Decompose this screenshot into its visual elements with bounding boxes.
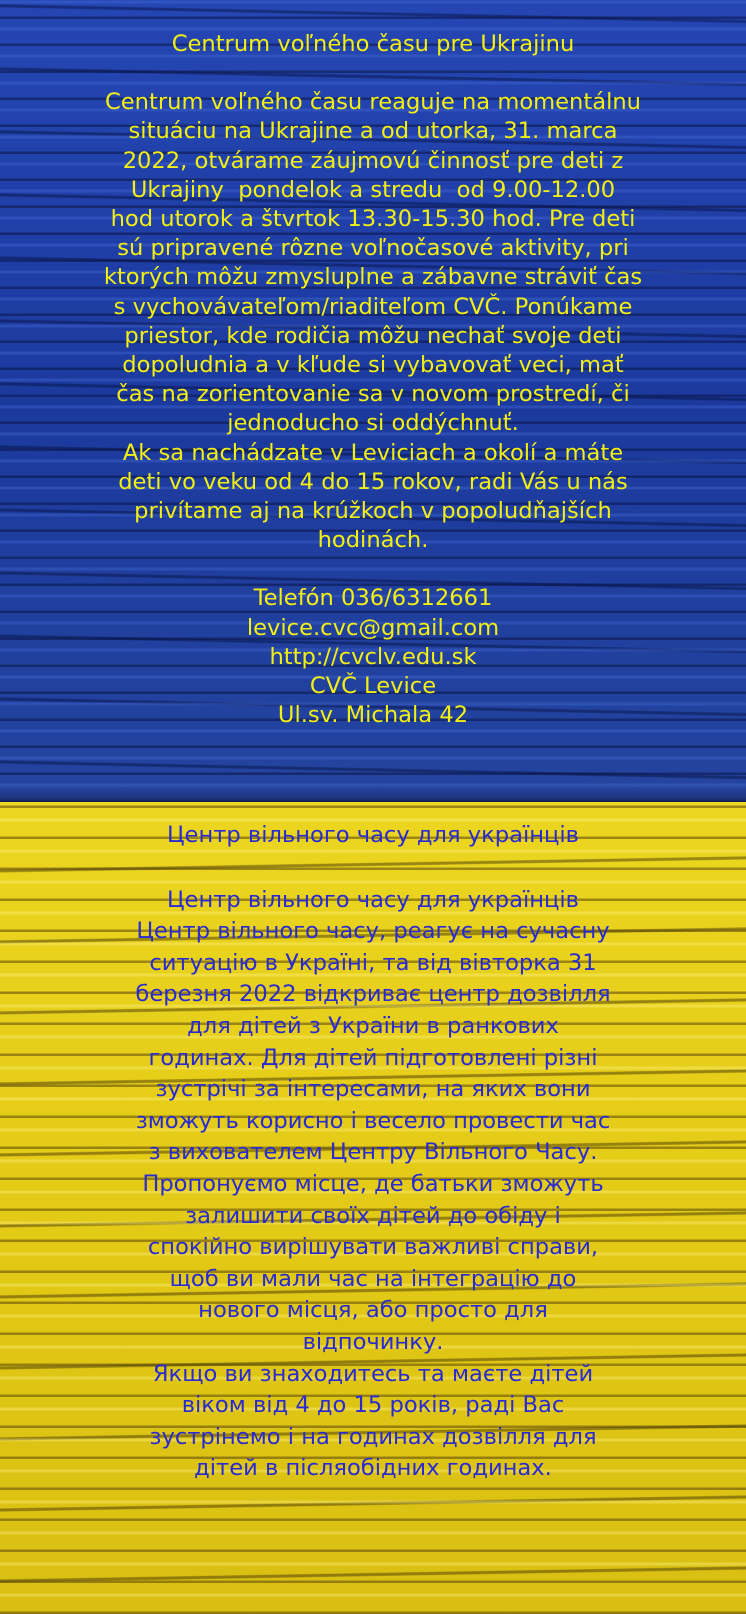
ukrainian-paragraph-line: щоб ви мали час на інтеграцію до — [169, 1265, 577, 1292]
ukrainian-paragraph-line: залишити своїх дітей до обіду і — [185, 1202, 561, 1229]
ukrainian-paragraph-line: березня 2022 відкриває центр дозвілля — [135, 981, 611, 1008]
ukrainian-text-block — [0, 802, 746, 1485]
contact-organization: CVČ Levice — [309, 673, 437, 700]
slovak-paragraph-line: hodinách. — [317, 527, 429, 554]
slovak-paragraph-line: 2022, otvárame záujmovú činnosť pre deti z — [122, 147, 624, 174]
spacer — [14, 59, 732, 88]
ukrainian-panel — [0, 802, 746, 1614]
slovak-paragraph-line: hod utorok a štvrtok 13.30-15.30 hod. Pre deti — [110, 206, 636, 233]
ukrainian-paragraph-line: для дітей з України в ранкових — [187, 1012, 559, 1039]
slovak-paragraph-line: Centrum voľného času reaguje na momentálnu — [105, 89, 641, 116]
ukrainian-paragraph-line: відпочинку. — [302, 1328, 444, 1355]
slovak-paragraph-line: Ak sa nachádzate v Leviciach a okolí a máte — [122, 439, 624, 466]
ukrainian-paragraph-line: зможуть корисно і весело провести час — [135, 1107, 611, 1134]
ukrainian-paragraph-line: дітей в післяобідних годинах. — [194, 1455, 552, 1482]
ukrainian-paragraph-line: з вихователем Центру Вільного Часу. — [148, 1139, 598, 1166]
ukrainian-paragraph-line: віком від 4 до 15 років, раді Вас — [181, 1392, 565, 1419]
spacer — [14, 852, 732, 885]
slovak-paragraph-line: privítame aj na krúžkoch v popoludňajších — [134, 498, 612, 525]
contact-phone: Telefón 036/6312661 — [253, 585, 493, 612]
slovak-paragraph-line: čas na zorientovanie sa v novom prostredí, či — [116, 381, 630, 408]
slovak-paragraph-line: sú pripravené rôzne voľnočasové aktivity, pri — [117, 235, 629, 262]
slovak-panel — [0, 0, 746, 802]
ukrainian-paragraph-line: спокійно вирішувати важливі справи, — [147, 1234, 599, 1261]
ukrainian-paragraph-line: Пропонуємо місце, де батьки зможуть — [142, 1170, 604, 1197]
contact-email[interactable]: levice.cvc@gmail.com — [246, 614, 500, 641]
slovak-paragraph-line: priestor, kde rodičia môžu nechať svoje deti — [124, 322, 622, 349]
ukrainian-paragraph-line: Центр вільного часу для українців — [167, 886, 579, 913]
contact-website-link[interactable]: http://cvclv.edu.sk — [269, 643, 477, 670]
ukrainian-paragraph-line: Якщо ви знаходитесь та маєте дітей — [152, 1360, 594, 1387]
slovak-text-block — [0, 0, 746, 730]
slovak-paragraph-line: dopoludnia a v kľude si vybavovať veci, mať — [122, 352, 624, 379]
ukrainian-paragraph-line: Центр вільного часу, реагує на сучасну — [136, 918, 610, 945]
ukrainian-title: Центр вільного часу для українців — [167, 822, 579, 848]
slovak-paragraph-line: Ukrajiny pondelok a stredu od 9.00-12.00 — [130, 176, 616, 203]
slovak-paragraph-line: s vychovávateľom/riaditeľom CVČ. Ponúkame — [113, 293, 633, 320]
ukrainian-paragraph-line: зустрінемо і на годинах дозвілля для — [149, 1423, 597, 1450]
ukrainian-paragraph-line: ситуацію в Україні, та від вівторка 31 — [149, 949, 597, 976]
spacer — [14, 555, 732, 584]
ukrainian-paragraph-line: годинах. Для дітей підготовлені різні — [148, 1044, 598, 1071]
slovak-paragraph-line: ktorých môžu zmysluplne a zábavne stráviť čas — [103, 264, 643, 291]
ukrainian-paragraph-line: зустрічі за інтересами, на яких вони — [155, 1076, 591, 1103]
slovak-paragraph-line: jednoducho si oddýchnuť. — [227, 410, 519, 437]
slovak-paragraph-line: situáciu na Ukrajine a od utorka, 31. marca — [128, 118, 618, 145]
slovak-paragraph-line: deti vo veku od 4 do 15 rokov, radi Vás u nás — [118, 468, 628, 495]
contact-address: Ul.sv. Michala 42 — [277, 702, 469, 729]
slovak-title: Centrum voľného času pre Ukrajinu — [171, 31, 575, 57]
ukrainian-paragraph-line: нового місця, або просто для — [198, 1297, 548, 1324]
